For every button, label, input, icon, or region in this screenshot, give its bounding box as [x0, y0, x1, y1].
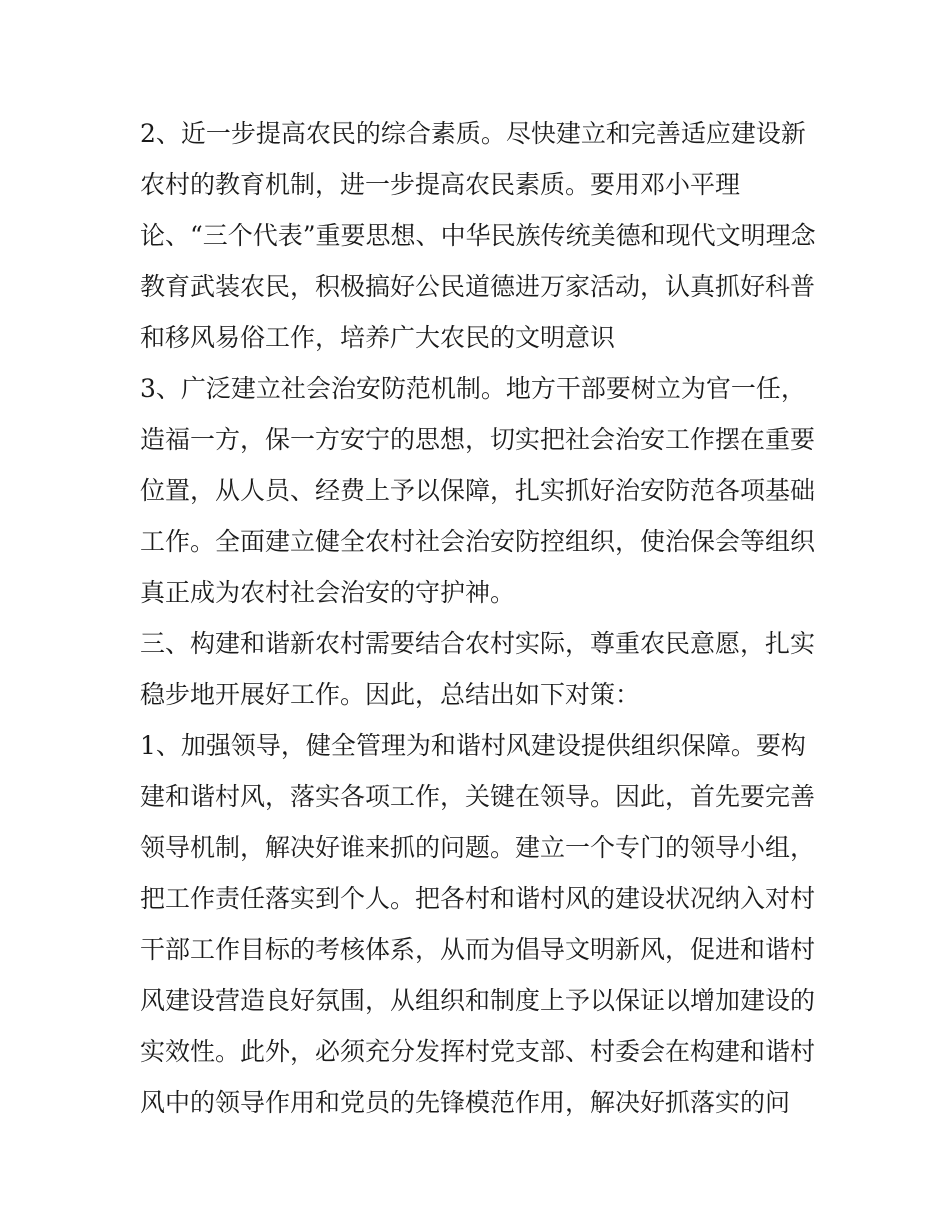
text-line: 造福一方，保一方安宁的思想，切实把社会治安工作摆在重要 [140, 425, 816, 454]
text-line: 风中的领导作用和党员的先锋模范作用，解决好抓落实的问 [140, 1088, 791, 1117]
text-line: 领导机制，解决好谁来抓的问题。建立一个专门的领导小组， [140, 833, 816, 862]
text-line: 稳步地开展好工作。因此，总结出如下对策： [140, 680, 641, 709]
text-line: 风建设营造良好氛围，从组织和制度上予以保证以增加建设的 [140, 986, 816, 1015]
text-line: 真正成为农村社会治安的守护神。 [140, 578, 516, 607]
text-line: 和移风易俗工作，培养广大农民的文明意识 [140, 323, 616, 352]
text-line: 教育武装农民，积极搞好公民道德进万家活动，认真抓好科普 [140, 272, 816, 301]
text-line: 三、构建和谐新农村需要结合农村实际，尊重农民意愿，扎实 [140, 629, 816, 658]
text-line: 实效性。此外，必须充分发挥村党支部、村委会在构建和谐村 [140, 1037, 816, 1066]
text-line: 3、广泛建立社会治安防范机制。地方干部要树立为官一任， [140, 374, 806, 403]
text-line: 1、加强领导，健全管理为和谐村风建设提供组织保障。要构 [140, 731, 806, 760]
text-line: 建和谐村风，落实各项工作，关键在领导。因此，首先要完善 [140, 782, 816, 811]
text-line: 论、“三个代表”重要思想、中华民族传统美德和现代文明理念 [140, 221, 816, 250]
document-body [140, 108, 830, 1128]
text-line: 农村的教育机制，进一步提高农民素质。要用邓小平理 [140, 170, 741, 199]
text-line: 干部工作目标的考核体系，从而为倡导文明新风，促进和谐村 [140, 935, 816, 964]
text-line: 位置，从人员、经费上予以保障，扎实抓好治安防范各项基础 [140, 476, 816, 505]
text-line: 2、近一步提高农民的综合素质。尽快建立和完善适应建设新 [140, 119, 806, 148]
text-line: 把工作责任落实到个人。把各村和谐村风的建设状况纳入对村 [140, 884, 816, 913]
text-line: 工作。全面建立健全农村社会治安防控组织，使治保会等组织 [140, 527, 816, 556]
